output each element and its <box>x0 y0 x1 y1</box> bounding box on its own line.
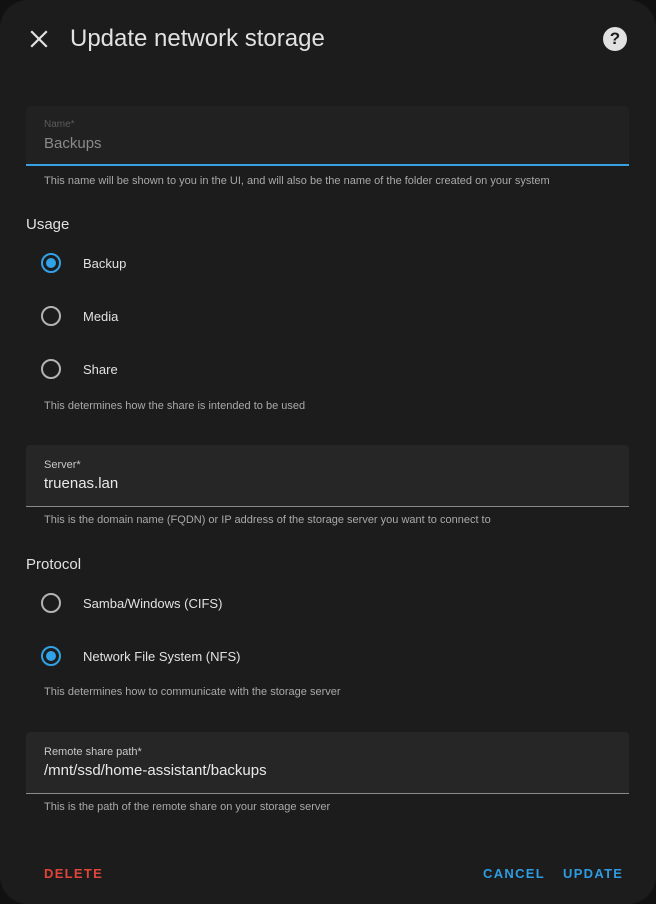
name-field-underline <box>26 164 629 166</box>
close-button[interactable] <box>27 27 51 51</box>
radio-button[interactable] <box>41 306 61 326</box>
name-field-label: Name* <box>44 119 75 130</box>
protocol-option-label: Samba/Windows (CIFS) <box>83 595 223 611</box>
dialog-title: Update network storage <box>70 25 325 52</box>
protocol-option-nfs[interactable] <box>30 636 330 676</box>
close-icon <box>30 30 48 48</box>
server-field[interactable] <box>26 445 629 507</box>
usage-option-label: Backup <box>83 255 127 271</box>
remote-share-path-helper: This is the path of the remote share on your storage server <box>44 801 331 813</box>
usage-option-share[interactable] <box>30 349 330 389</box>
cancel-button[interactable]: CANCEL <box>483 866 545 881</box>
update-button[interactable]: UPDATE <box>563 866 624 881</box>
protocol-option-label: Network File System (NFS) <box>83 648 241 664</box>
name-field-helper: This name will be shown to you in the UI, and will also be the name of the folder created on your system <box>44 175 550 187</box>
radio-button-checked[interactable] <box>41 646 61 666</box>
server-field-underline <box>26 506 629 507</box>
protocol-helper: This determines how to communicate with the storage server <box>44 686 341 698</box>
name-field <box>26 106 629 166</box>
usage-option-backup[interactable] <box>30 243 330 283</box>
radio-button-checked[interactable] <box>41 253 61 273</box>
remote-share-path-underline <box>26 793 629 794</box>
help-button[interactable] <box>603 27 627 51</box>
remote-share-path-value: /mnt/ssd/home-assistant/backups <box>44 762 267 779</box>
remote-share-path-label: Remote share path* <box>44 746 142 758</box>
name-field-value: Backups <box>44 135 102 152</box>
remote-share-path-field[interactable] <box>26 732 629 794</box>
usage-option-label: Media <box>83 308 119 324</box>
server-field-helper: This is the domain name (FQDN) or IP address of the storage server you want to connect to <box>44 514 491 526</box>
server-field-value: truenas.lan <box>44 475 119 492</box>
radio-button[interactable] <box>41 593 61 613</box>
usage-helper: This determines how the share is intended to be used <box>44 400 306 412</box>
usage-label: Usage <box>26 216 70 233</box>
server-field-label: Server* <box>44 459 81 471</box>
usage-option-label: Share <box>83 361 118 377</box>
radio-button[interactable] <box>41 359 61 379</box>
usage-option-media[interactable] <box>30 296 330 336</box>
protocol-option-cifs[interactable] <box>30 583 330 623</box>
delete-button[interactable]: DELETE <box>44 866 104 881</box>
help-circle-icon: ? <box>609 29 621 48</box>
protocol-label: Protocol <box>26 556 82 573</box>
